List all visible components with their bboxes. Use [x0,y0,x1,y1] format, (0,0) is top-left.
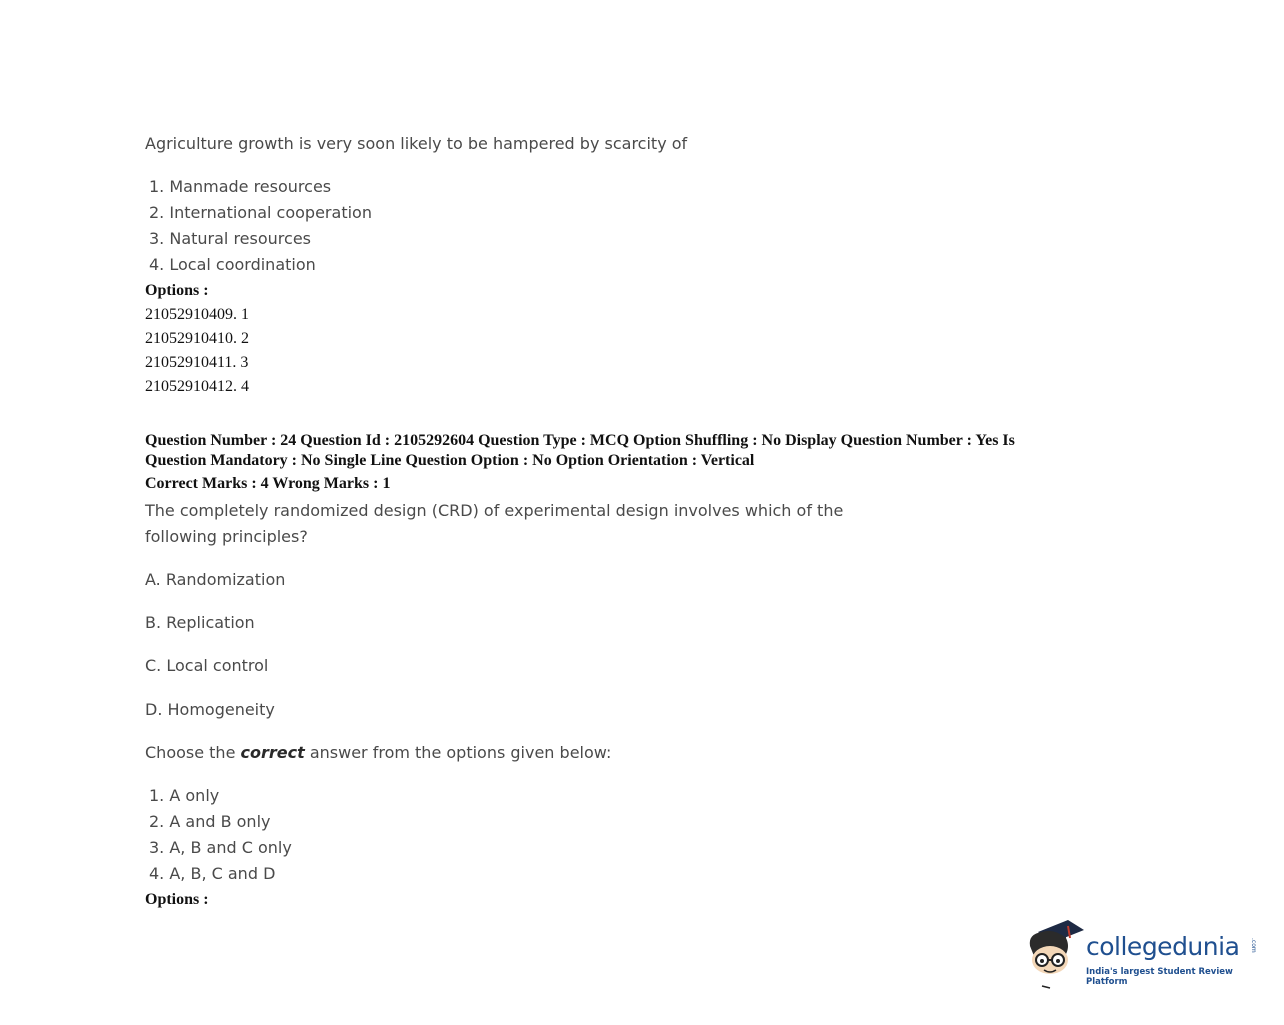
question-24-choice-3: 3. A, B and C only [149,838,292,857]
logo-wordmark: collegedunia [1086,932,1240,961]
question-24-instruction [145,743,611,762]
question-23-option-id-1: 21052910409. 1 [145,306,249,323]
question-24-choice-1: 1. A only [149,786,220,805]
question-24-text-line-2: following principles? [145,527,308,546]
collegedunia-logo [1024,916,1264,992]
question-24-options-label: Options : [145,891,209,908]
question-24-choice-4: 4. A, B, C and D [149,864,276,883]
question-23-option-id-3: 21052910411. 3 [145,354,249,371]
question-23-choice-3: 3. Natural resources [149,229,311,248]
question-23-options-label: Options : [145,282,209,299]
question-24-marks: Correct Marks : 4 Wrong Marks : 1 [145,475,391,492]
mascot-graduation-cap-icon [1024,916,1086,992]
question-23-choice-2: 2. International cooperation [149,203,372,222]
question-24-text-line-1: The completely randomized design (CRD) of experimental design involves which of the [145,501,844,520]
question-23-option-id-2: 21052910410. 2 [145,330,249,347]
question-23-choice-1: 1. Manmade resources [149,177,332,196]
question-23-choice-4: 4. Local coordination [149,255,316,274]
question-24-statement-d: D. Homogeneity [145,700,275,719]
question-23-option-id-4: 21052910412. 4 [145,378,249,395]
question-24-choice-2: 2. A and B only [149,812,271,831]
logo-com: .com [1250,938,1257,953]
question-24-statement-a: A. Randomization [145,570,286,589]
question-24-statement-b: B. Replication [145,613,255,632]
question-24-statement-c: C. Local control [145,656,269,675]
instruction-suffix: answer from the options given below: [304,743,612,762]
instruction-prefix: Choose the [145,743,241,762]
question-23-text: Agriculture growth is very soon likely to be hampered by scarcity of [145,134,688,153]
instruction-emphasis: correct [240,743,305,762]
question-24-meta-line-1: Question Number : 24 Question Id : 2105292604 Question Type : MCQ Option Shuffling : No Display Question Number : Yes Is [145,432,1015,449]
question-24-meta-line-2: Question Mandatory : No Single Line Question Option : No Option Orientation : Vertical [145,452,755,469]
logo-tagline: India's largest Student Review Platform [1086,967,1233,987]
